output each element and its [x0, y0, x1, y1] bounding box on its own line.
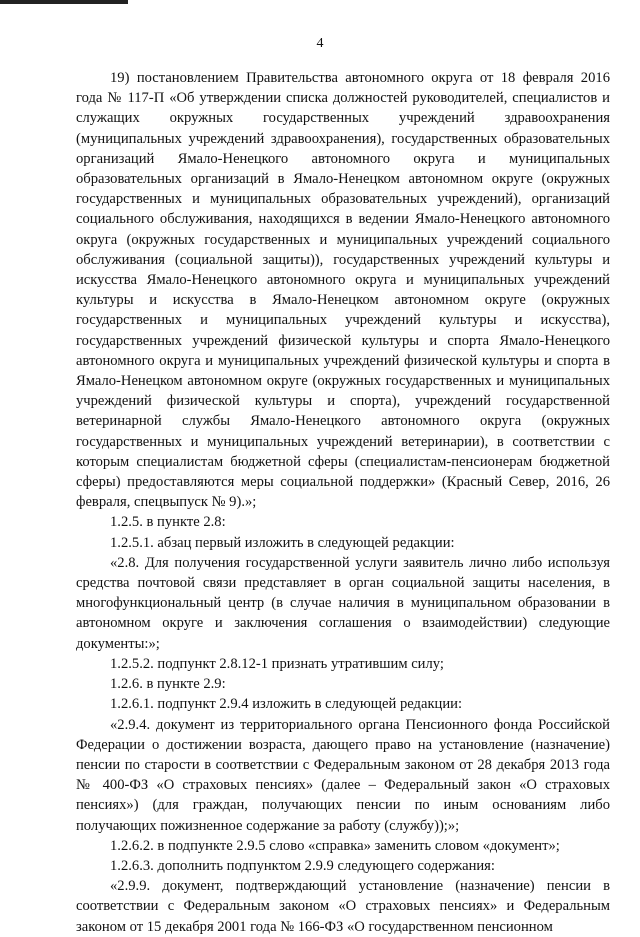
paragraph-1-2-5-2: 1.2.5.2. подпункт 2.8.12-1 признать утратившим силу; — [110, 655, 444, 672]
paragraph-1-2-6-1: 1.2.6.1. подпункт 2.9.4 изложить в следующей редакции: — [110, 696, 463, 713]
page-number: 4 — [316, 36, 324, 51]
scan-corner-mark — [0, 0, 128, 4]
paragraph-1-2-6-3: 1.2.6.3. дополнить подпунктом 2.9.9 следующего содержания: — [110, 857, 495, 874]
paragraph-1-2-6: 1.2.6. в пункте 2.9: — [110, 676, 226, 693]
paragraph-quote-2-9-4: «2.9.4. документ из территориального органа Пенсионного фонда Российской Федерации о достижении возраста, дающего право на установление (назначение) пенсии по старости в соответствии с Федеральным законом от 28 декабря 2013 года № 400-ФЗ «О страховых пенсиях» (далее – Федеральный закон «О страховых пенсиях») (для граждан, получающих пенсии по иным основаниям либо получающих пожизненное содержание за работу (службу));»; — [76, 716, 610, 834]
paragraph-1-2-5-1: 1.2.5.1. абзац первый изложить в следующей редакции: — [110, 534, 455, 551]
paragraph-item-19: 19) постановлением Правительства автономного округа от 18 февраля 2016 года № 117-П «Об утверждении списка должностей руководителей, специалистов и служащих окружных государственных учреждений здравоохранения (муниципальных учреждений здравоохранения), государственных образовательных организаций Ямало-Ненецкого автономного округа и муниципальных образовательных организаций в Ямало-Ненецком автономном округе (окружных государственных и муниципальных образовательных учреждений), организаций социального обслуживания, находящихся в ведении Ямало-Ненецкого автономного округа (окружных государственных и муниципальных учреждений социального обслуживания (социальной защиты)), государственных учреждений культуры и искусства Ямало-Ненецкого автономного округа и муниципальных учреждений культуры и искусства в Ямало-Ненецком автономном округе (окружных государственных и муниципальных учреждений культуры и искусства), государственных учреждений физической культуры и спорта Ямало-Ненецкого автономного округа и муниципальных учреждений физической культуры и спорта в Ямало-Ненецком автономном округе (окружных государственных и муниципальных учреждений физической культуры и спорта), учреждений государственной ветеринарной службы Ямало-Ненецкого автономного округа (окружных государственных и муниципальных учреждений ветеринарии), в соответствии с которым специалистам бюджетной сферы (специалистам-пенсионерам бюджетной сферы) предоставляются меры социальной поддержки» (Красный Север, 2016, 26 февраля, спецвыпуск № 9).»; — [76, 70, 610, 511]
paragraph-quote-2-9-9: «2.9.9. документ, подтверждающий установление (назначение) пенсии в соответствии с Федеральным законом «О страховых пенсиях» и Федеральным законом от 15 декабря 2001 года № 166-ФЗ «О государственном пенсионном — [76, 878, 610, 935]
paragraph-1-2-5: 1.2.5. в пункте 2.8: — [110, 514, 226, 531]
paragraph-quote-2-8: «2.8. Для получения государственной услуги заявитель лично либо используя средства почтовой связи представляет в орган социальной защиты населения, в многофункциональный центр (в случае наличия в муниципальном образовании в автономном округе и заключения соглашения о взаимодействии) следующие документы:»; — [76, 554, 610, 652]
paragraph-1-2-6-2: 1.2.6.2. в подпункте 2.9.5 слово «справка» заменить словом «документ»; — [110, 837, 560, 854]
document-body — [76, 68, 610, 937]
